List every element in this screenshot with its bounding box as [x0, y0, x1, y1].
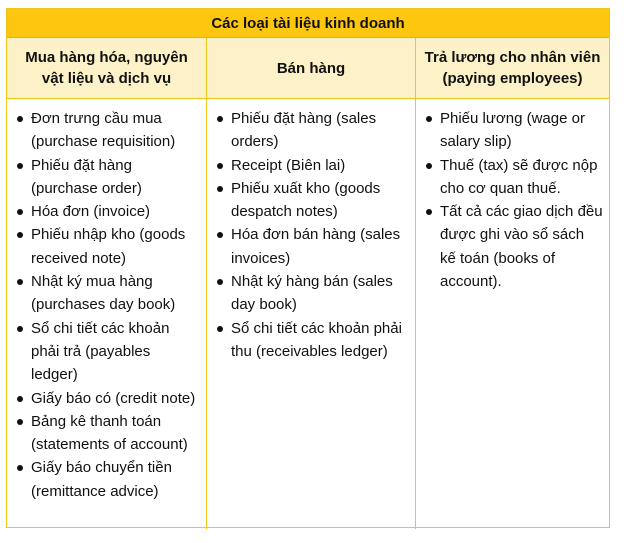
documents-table: [6, 8, 610, 528]
list-item: Giấy báo chuyển tiền (remittance advice): [15, 456, 200, 503]
header-sales: Bán hàng: [207, 38, 416, 98]
purchasing-list: [15, 107, 200, 503]
table-title: Các loại tài liệu kinh doanh: [7, 9, 609, 38]
list-item: Hóa đơn (invoice): [15, 200, 200, 223]
sales-cell: [207, 99, 416, 529]
list-item: Receipt (Biên lai): [215, 154, 409, 177]
list-item: Hóa đơn bán hàng (sales invoices): [215, 223, 409, 270]
header-row: [7, 38, 609, 99]
list-item: Phiếu xuất kho (goods despatch notes): [215, 177, 409, 224]
payroll-list: [424, 107, 603, 293]
list-item: Đơn trưng cầu mua (purchase requisition): [15, 107, 200, 154]
list-item: Giấy báo có (credit note): [15, 387, 200, 410]
header-payroll: Trả lương cho nhân viên (paying employees): [424, 49, 601, 87]
list-item: Nhật ký mua hàng (purchases day book): [15, 270, 200, 317]
list-item: Nhật ký hàng bán (sales day book): [215, 270, 409, 317]
list-item: Bảng kê thanh toán (statements of account): [15, 410, 200, 457]
list-item: Phiếu đặt hàng (sales orders): [215, 107, 409, 154]
body-row: [7, 99, 609, 529]
payroll-cell: [416, 99, 609, 529]
purchasing-cell: [7, 99, 207, 529]
list-item: Sổ chi tiết các khoản phải thu (receivables ledger): [215, 317, 409, 364]
sales-list: [215, 107, 409, 363]
header-purchasing: Mua hàng hóa, nguyên vật liệu và dịch vụ: [7, 38, 207, 98]
list-item: Phiếu nhập kho (goods received note): [15, 223, 200, 270]
list-item: Thuế (tax) sẽ được nộp cho cơ quan thuế.: [424, 154, 603, 201]
list-item: Tất cả các giao dịch đều được ghi vào sổ sách kế toán (books of account).: [424, 200, 603, 293]
list-item: Phiếu đặt hàng (purchase order): [15, 154, 200, 201]
list-item: Phiếu lương (wage or salary slip): [424, 107, 603, 154]
list-item: Sổ chi tiết các khoản phải trả (payables ledger): [15, 317, 200, 387]
